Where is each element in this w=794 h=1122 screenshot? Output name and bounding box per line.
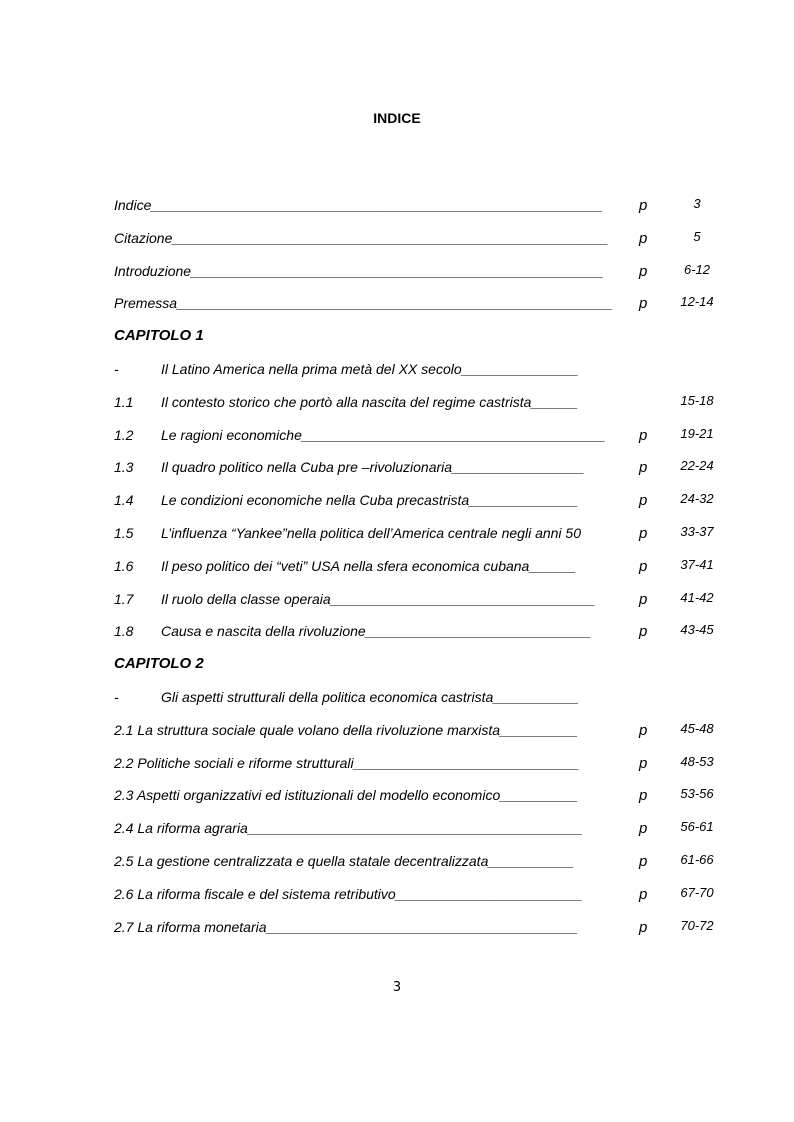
toc-entry-pages: 24-32	[680, 491, 714, 507]
toc-entry	[114, 326, 724, 346]
toc-entry-title: Citazione________________________________________________________	[114, 229, 609, 246]
toc-entry	[114, 359, 724, 379]
toc-entry	[114, 457, 724, 477]
toc-entry-title: Premessa________________________________________________________	[114, 295, 614, 312]
toc-entry-number: 1.6	[114, 557, 134, 574]
toc-entry-pages: 45-48	[680, 720, 714, 736]
toc-entry-pages: 15-18	[680, 392, 714, 408]
toc-entry-number: 1.5	[114, 525, 134, 541]
toc-entry-pages: 41-42	[680, 589, 714, 605]
toc-entry-title: 2.4 La riforma agraria___________________________________________	[114, 820, 583, 837]
page-title: INDICE	[373, 110, 421, 126]
toc-entry-number: 1.3	[114, 459, 134, 476]
toc-entry	[114, 425, 724, 445]
chapter-heading: CAPITOLO 2	[114, 655, 204, 673]
toc-entry-title: 2.6 La riforma fiscale e del sistema retributivo________________________	[114, 885, 583, 902]
toc-entry-page-marker: p	[639, 590, 648, 608]
toc-entry-pages: 53-56	[680, 786, 714, 802]
toc-entry-page-marker: p	[639, 918, 648, 936]
toc-entry-page-marker: p	[639, 787, 648, 805]
toc-entry	[114, 228, 724, 248]
toc-entry	[114, 917, 724, 937]
toc-entry	[114, 687, 724, 707]
toc-entry-page-marker: p	[639, 885, 648, 903]
toc-entry-pages: 5	[693, 228, 701, 244]
toc-entry-pages: 37-41	[680, 556, 714, 572]
toc-entry	[114, 785, 724, 805]
toc-entry-page-marker: p	[639, 492, 648, 510]
toc-entry-page-marker: p	[639, 623, 648, 641]
toc-entry-title: Il quadro politico nella Cuba pre –rivoluzionaria_________________	[161, 459, 585, 476]
toc-entry-pages: 61-66	[680, 852, 714, 867]
toc-entry-page-marker: p	[639, 197, 648, 214]
toc-entry-page-marker: p	[639, 557, 648, 575]
toc-entry-number: 1.8	[114, 623, 134, 640]
toc-entry-title: Le ragioni economiche_______________________________________	[161, 426, 606, 443]
toc-entry-pages: 43-45	[680, 622, 714, 638]
toc-entry-page-marker: p	[639, 525, 648, 542]
toc-entry-pages: 3	[693, 196, 701, 211]
toc-entry-title: L’influenza “Yankee”nella politica dell’America centrale negli anni 50	[161, 525, 581, 541]
toc-entry-page-marker: p	[639, 853, 648, 870]
toc-entry-number: 1.7	[114, 590, 134, 607]
toc-entry-pages: 22-24	[680, 458, 714, 474]
toc-entry-number: 1.4	[114, 492, 134, 509]
toc-entry	[114, 851, 724, 871]
toc-entry-pages: 33-37	[680, 524, 714, 539]
toc-entry	[114, 195, 724, 215]
toc-entry-number: 1.1	[114, 393, 134, 410]
toc-entry-title: Gli aspetti strutturali della politica economica castrista___________	[161, 689, 579, 705]
toc-entry-page-marker: p	[639, 820, 648, 838]
toc-entry-title: 2.3 Aspetti organizzativi ed istituzionali del modello economico__________	[114, 787, 579, 804]
toc-entry	[114, 818, 724, 838]
toc-entry-title: 2.2 Politiche sociali e riforme strutturali_____________________________	[114, 754, 580, 771]
toc-entry-title: 2.7 La riforma monetaria________________________________________	[114, 918, 578, 935]
toc-entry	[114, 490, 724, 510]
toc-entry-pages: 70-72	[680, 917, 714, 933]
toc-entry	[114, 654, 724, 674]
toc-entry-title: Indice__________________________________________________________	[114, 197, 603, 213]
toc-entry-title: Le condizioni economiche nella Cuba precastrista______________	[161, 492, 579, 509]
toc-entry	[114, 589, 724, 609]
toc-entry-title: 2.5 La gestione centralizzata e quella statale decentralizzata___________	[114, 853, 574, 869]
toc-entry-page-marker: p	[639, 459, 648, 477]
toc-entry-title: Il Latino America nella prima metà del XX secolo_______________	[161, 361, 579, 377]
toc-entry-pages: 6-12	[683, 261, 711, 277]
toc-entry-title: Introduzione_____________________________________________________	[114, 262, 604, 279]
toc-entry-pages: 48-53	[680, 753, 714, 769]
toc-entry-title: 2.1 La struttura sociale quale volano della rivoluzione marxista__________	[114, 721, 578, 738]
page-number: 3	[392, 980, 402, 995]
toc-entry	[114, 261, 724, 281]
toc-entry	[114, 720, 724, 740]
toc-entry-title: Il peso politico dei “veti” USA nella sfera economica cubana______	[161, 557, 577, 574]
toc-entry	[114, 523, 724, 543]
toc-entry-title: Il contesto storico che portò alla nascita del regime castrista______	[161, 393, 579, 410]
toc-entry-page-marker: p	[639, 295, 648, 313]
toc-entry-number: -	[114, 361, 119, 377]
toc-entry-page-marker: p	[639, 754, 648, 772]
toc-entry-pages: 19-21	[680, 425, 714, 441]
toc-entry	[114, 392, 724, 412]
toc-entry	[114, 753, 724, 773]
toc-entry-title: Causa e nascita della rivoluzione_____________________________	[161, 623, 592, 640]
toc-entry-page-marker: p	[639, 721, 648, 739]
toc-entry-pages: 12-14	[680, 294, 714, 310]
toc-entry-page-marker: p	[639, 262, 648, 280]
toc-entry	[114, 621, 724, 641]
toc-entry	[114, 556, 724, 576]
toc-entry-page-marker: p	[639, 426, 648, 444]
toc-entry-pages: 56-61	[680, 819, 714, 835]
toc-entry-title: Il ruolo della classe operaia__________________________________	[161, 590, 596, 607]
toc-entry	[114, 293, 724, 313]
chapter-heading: CAPITOLO 1	[114, 327, 204, 345]
toc-entry-pages: 67-70	[680, 884, 714, 900]
toc-entry-number: 1.2	[114, 426, 134, 443]
toc-entry-number: -	[114, 689, 119, 705]
toc-entry-page-marker: p	[639, 229, 648, 247]
toc-entry	[114, 884, 724, 904]
